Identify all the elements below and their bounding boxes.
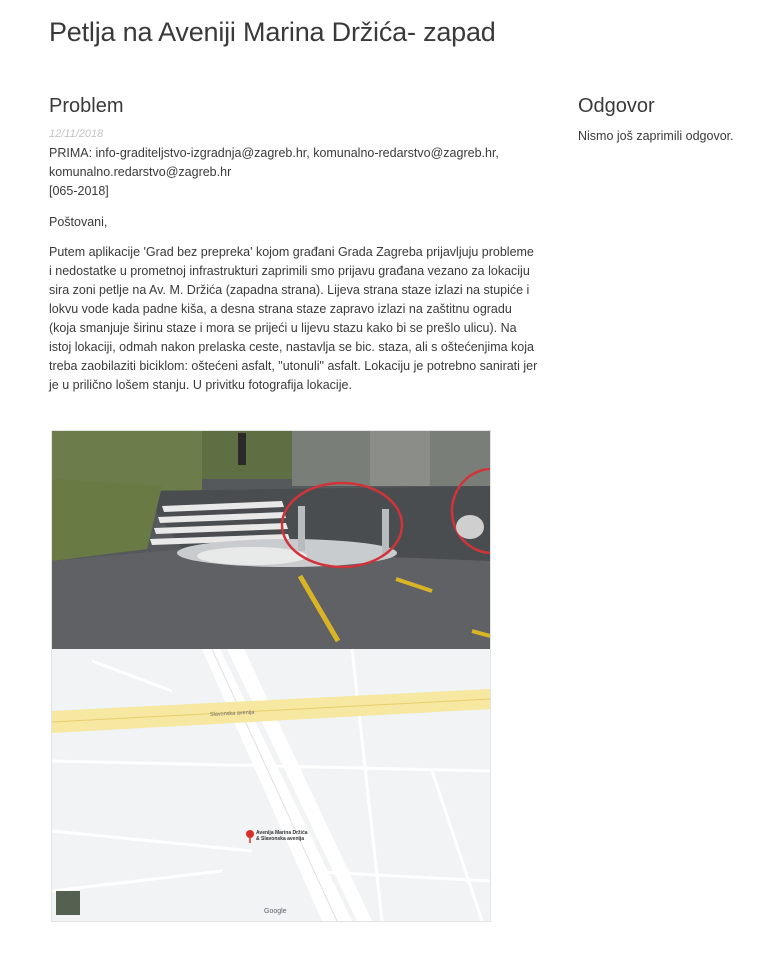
problem-body: Putem aplikacije 'Grad bez prepreka' kojom građani Grada Zagreba prijavljuju probleme i nedostatke u prometnoj infrastrukturi zaprimili smo prijavu građana vezano za lokaciju sira zoni petlje na Av. M. Držića (zapadna strana). Lijeva strana staze izlazi na stupiće i lokvu vode kada padne kiša, a desna strana staze zapravo izlazi na zaštitnu ogradu (koja smanjuje širinu staze i mora se prijeći u lijevu stazu kako bi se prešlo ulicu). Na istoj lokaciji, odmah nakon prelaska ceste, nastavlja se bic. staza, ali s oštećenjima koja treba zaobilaziti biciklom: oštećeni asfalt, "utonuli" asfalt. Lokaciju je potrebno sanirati jer je u prilično lošem stanju. U privitku fotografija lokacije. — [49, 245, 538, 392]
problem-meta — [49, 144, 539, 201]
map-avenue-label: Slavonska avenija — [209, 709, 255, 718]
answer-section — [578, 93, 753, 145]
greeting: Poštovani, — [49, 215, 108, 229]
map-provider-logo: Google — [264, 908, 287, 915]
reference-number: [065-2018] — [49, 184, 109, 198]
attachment-image[interactable] — [51, 430, 491, 922]
location-photo — [52, 431, 490, 649]
map-pin-label: & Slavonska avenija — [256, 836, 305, 842]
problem-heading: Problem — [49, 95, 124, 117]
recipients-line: komunalno.redarstvo@zagreb.hr — [49, 165, 232, 179]
recipients-line: PRIMA: info-graditeljstvo-izgradnja@zagreb.hr, komunalno-redarstvo@zagreb.hr, — [49, 146, 499, 160]
answer-heading: Odgovor — [578, 95, 655, 117]
problem-date: 12/11/2018 — [49, 128, 104, 140]
location-map — [52, 649, 490, 921]
answer-text: Nismo još zaprimili odgovor. — [578, 129, 734, 143]
map-pin-label: Avenija Marina Držića — [256, 830, 308, 836]
page-title: Petlja na Aveniji Marina Držića- zapad — [49, 17, 496, 47]
problem-section — [49, 93, 539, 395]
